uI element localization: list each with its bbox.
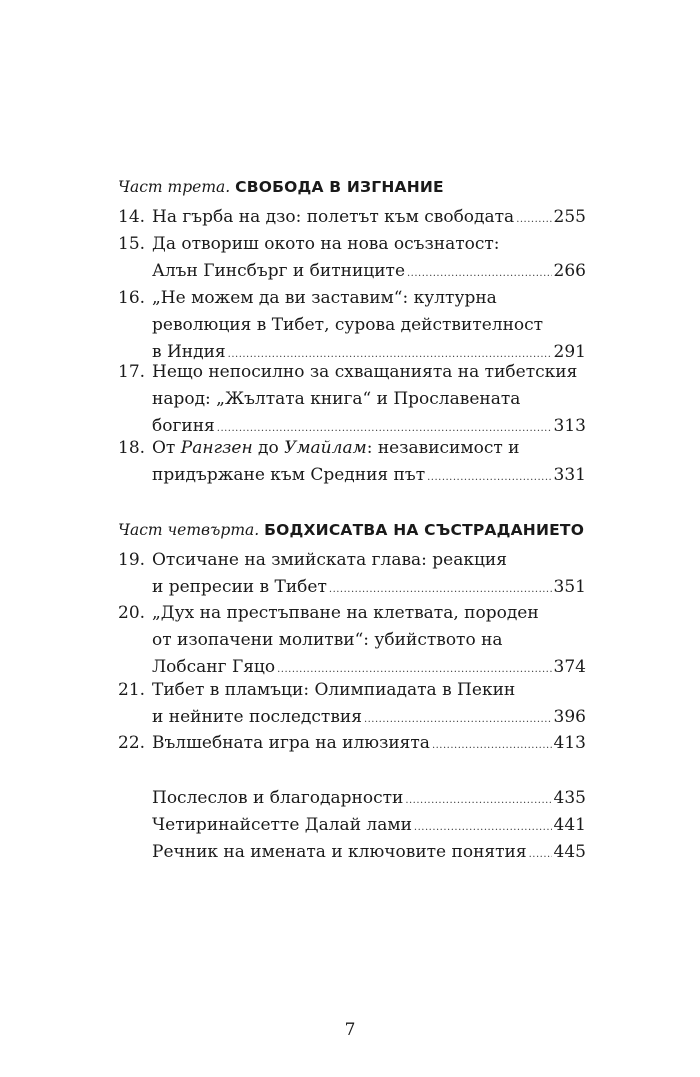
entry-title-line: „Не можем да ви заставим“: културна xyxy=(152,288,497,308)
entry-page: 266 xyxy=(553,261,586,281)
dot-leader xyxy=(529,841,552,868)
toc-entry-17 xyxy=(118,359,586,440)
entry-page: 313 xyxy=(553,416,586,436)
entry-title-line: от изопачени молитви“: убийството на xyxy=(152,630,503,650)
entry-title-line: революция в Тибет, сурова действителност xyxy=(152,315,544,335)
dot-leader xyxy=(364,706,552,733)
entry-number: 17. xyxy=(118,362,146,382)
dot-leader xyxy=(405,787,551,814)
toc-entry-21 xyxy=(118,677,586,731)
toc-entry-15 xyxy=(118,231,586,285)
entry-number: 21. xyxy=(118,680,146,700)
entry-title-line: в Индия xyxy=(152,342,226,362)
entry-title-line: Отсичане на змийската глава: реакция xyxy=(152,550,507,570)
part-four-prefix: Част четвърта. xyxy=(118,521,260,539)
entry-number: 19. xyxy=(118,550,146,570)
backmatter-dalai-lamas xyxy=(118,812,586,839)
entry-page: 374 xyxy=(553,657,586,677)
dot-leader xyxy=(329,576,552,603)
entry-title-line: Тибет в пламъци: Олимпиадата в Пекин xyxy=(152,680,516,700)
part-four-title: БОДХИСАТВА НА СЪСТРАДАНИЕТО xyxy=(264,521,585,539)
entry-title-line: Да отвориш окото на нова осъзнатост: xyxy=(152,234,500,254)
toc-entry-14 xyxy=(118,204,586,231)
toc-entry-22 xyxy=(118,730,586,757)
title-italic-rangzen: Рангзен xyxy=(180,438,253,458)
backmatter-afterword xyxy=(118,785,586,812)
entry-number: 22. xyxy=(118,733,146,753)
entry-page: 413 xyxy=(553,733,586,753)
entry-page: 291 xyxy=(553,342,586,362)
entry-title: Вълшебната игра на илюзията xyxy=(152,733,430,753)
entry-title: Четиринайсетте Далай лами xyxy=(152,815,412,835)
entry-title-line: придържане към Средния път xyxy=(152,465,426,485)
entry-number: 15. xyxy=(118,234,146,254)
toc-entry-19 xyxy=(118,547,586,601)
part-three-prefix: Част трета. xyxy=(118,178,231,196)
toc-entry-20 xyxy=(118,600,586,681)
entry-title-line: и нейните последствия xyxy=(152,707,362,727)
dot-leader xyxy=(516,206,551,233)
entry-number: 18. xyxy=(118,438,146,458)
dot-leader xyxy=(427,464,551,491)
entry-title-line: „Дух на престъпване на клетвата, породен xyxy=(152,603,539,623)
entry-page: 441 xyxy=(553,815,586,835)
entry-title: Послеслов и благодарности xyxy=(152,788,404,808)
toc-entry-18 xyxy=(118,435,586,489)
entry-title-line: народ: „Жълтата книга“ и Прославената xyxy=(152,389,521,409)
entry-page: 351 xyxy=(553,577,586,597)
entry-page: 255 xyxy=(553,207,586,227)
dot-leader xyxy=(414,814,552,841)
entry-title-line: и репресии в Тибет xyxy=(152,577,327,597)
entry-title-line xyxy=(118,435,586,462)
entry-title-line: богиня xyxy=(152,416,215,436)
entry-number: 20. xyxy=(118,603,146,623)
entry-page: 445 xyxy=(553,842,586,862)
part-four-heading xyxy=(118,521,584,539)
title-text: до xyxy=(252,438,285,458)
dot-leader xyxy=(432,732,552,759)
entry-title-line: Нещо непосилно за схващанията на тибетския xyxy=(152,362,578,382)
backmatter-glossary xyxy=(118,839,586,866)
entry-number: 16. xyxy=(118,288,146,308)
title-text: От xyxy=(152,438,181,458)
title-italic-umaylam: Умайлам xyxy=(284,438,367,458)
toc-entry-16 xyxy=(118,285,586,366)
entry-title: Речник на имената и ключовите понятия xyxy=(152,842,527,862)
title-text: : независимост и xyxy=(366,438,520,458)
entry-title-line: Алън Гинсбърг и битниците xyxy=(152,261,405,281)
part-three-heading xyxy=(118,178,444,196)
page-number: 7 xyxy=(344,1020,356,1040)
entry-number: 14. xyxy=(118,207,146,227)
entry-title: На гърба на дзо: полетът към свободата xyxy=(152,207,515,227)
dot-leader xyxy=(407,260,552,287)
entry-page: 435 xyxy=(553,788,586,808)
entry-page: 331 xyxy=(553,465,586,485)
entry-title-line: Лобсанг Гяцо xyxy=(152,657,276,677)
part-three-title: СВОБОДА В ИЗГНАНИЕ xyxy=(235,178,444,196)
entry-page: 396 xyxy=(553,707,586,727)
